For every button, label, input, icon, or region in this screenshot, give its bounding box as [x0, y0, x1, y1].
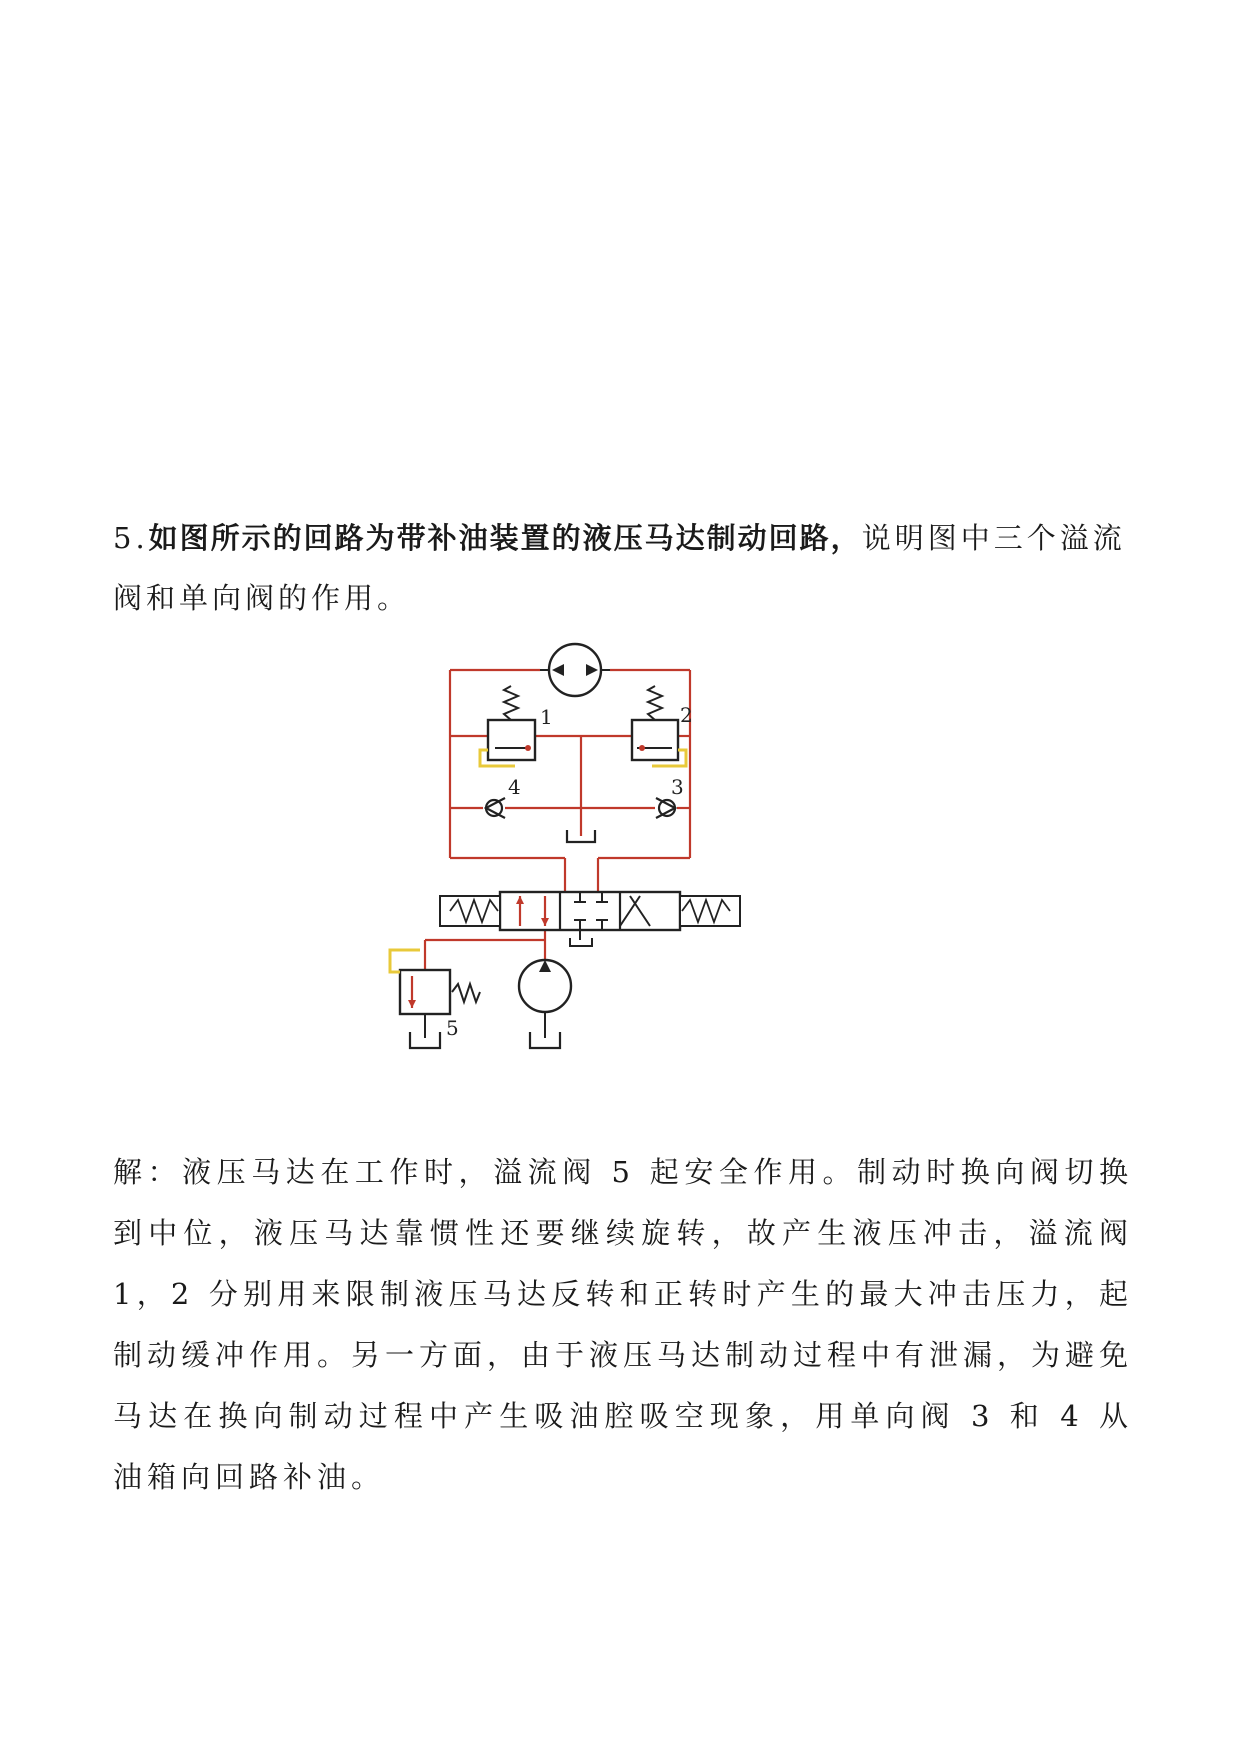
- hydraulic-pump-icon: [519, 960, 571, 1048]
- relief-valve-1-icon: [480, 686, 553, 766]
- check-valve-4-icon: [486, 775, 521, 818]
- question-normal-text: 说明图中三个溢流阀和单向阀的作用。: [113, 521, 1126, 615]
- label-valve-5: 5: [446, 1016, 459, 1040]
- question-number: 5.: [113, 521, 149, 555]
- relief-valve-5-icon: [390, 950, 480, 1048]
- label-valve-3: 3: [671, 775, 684, 799]
- question-paragraph: [113, 508, 1133, 628]
- label-valve-4: 4: [508, 775, 521, 799]
- answer-paragraph: 解：液压马达在工作时，溢流阀 5 起安全作用。制动时换向阀切换到中位，液压马达靠惯性还要继续旋转，故产生液压冲击，溢流阀 1，2 分别用来限制液压马达反转和正转时产生的最大冲击压力，起制动缓冲作用。另一方面，由于液压马达制动过程中有泄漏，为避免马达在换向制动过程中产生吸油腔吸空现象，用单向阀 3 和 4 从油箱向回路补油。: [113, 1155, 1134, 1494]
- hydraulic-motor-icon: [540, 644, 610, 696]
- relief-valve-2-icon: [632, 686, 693, 766]
- directional-valve-icon: [440, 892, 740, 946]
- circuit-svg: [380, 640, 780, 1120]
- label-valve-1: 1: [540, 705, 553, 729]
- check-valve-3-icon: [656, 775, 684, 818]
- label-valve-2: 2: [680, 703, 693, 727]
- question-bold-text: 如图所示的回路为带补油装置的液压马达制动回路，: [148, 521, 862, 555]
- hydraulic-circuit-diagram: [380, 640, 780, 1120]
